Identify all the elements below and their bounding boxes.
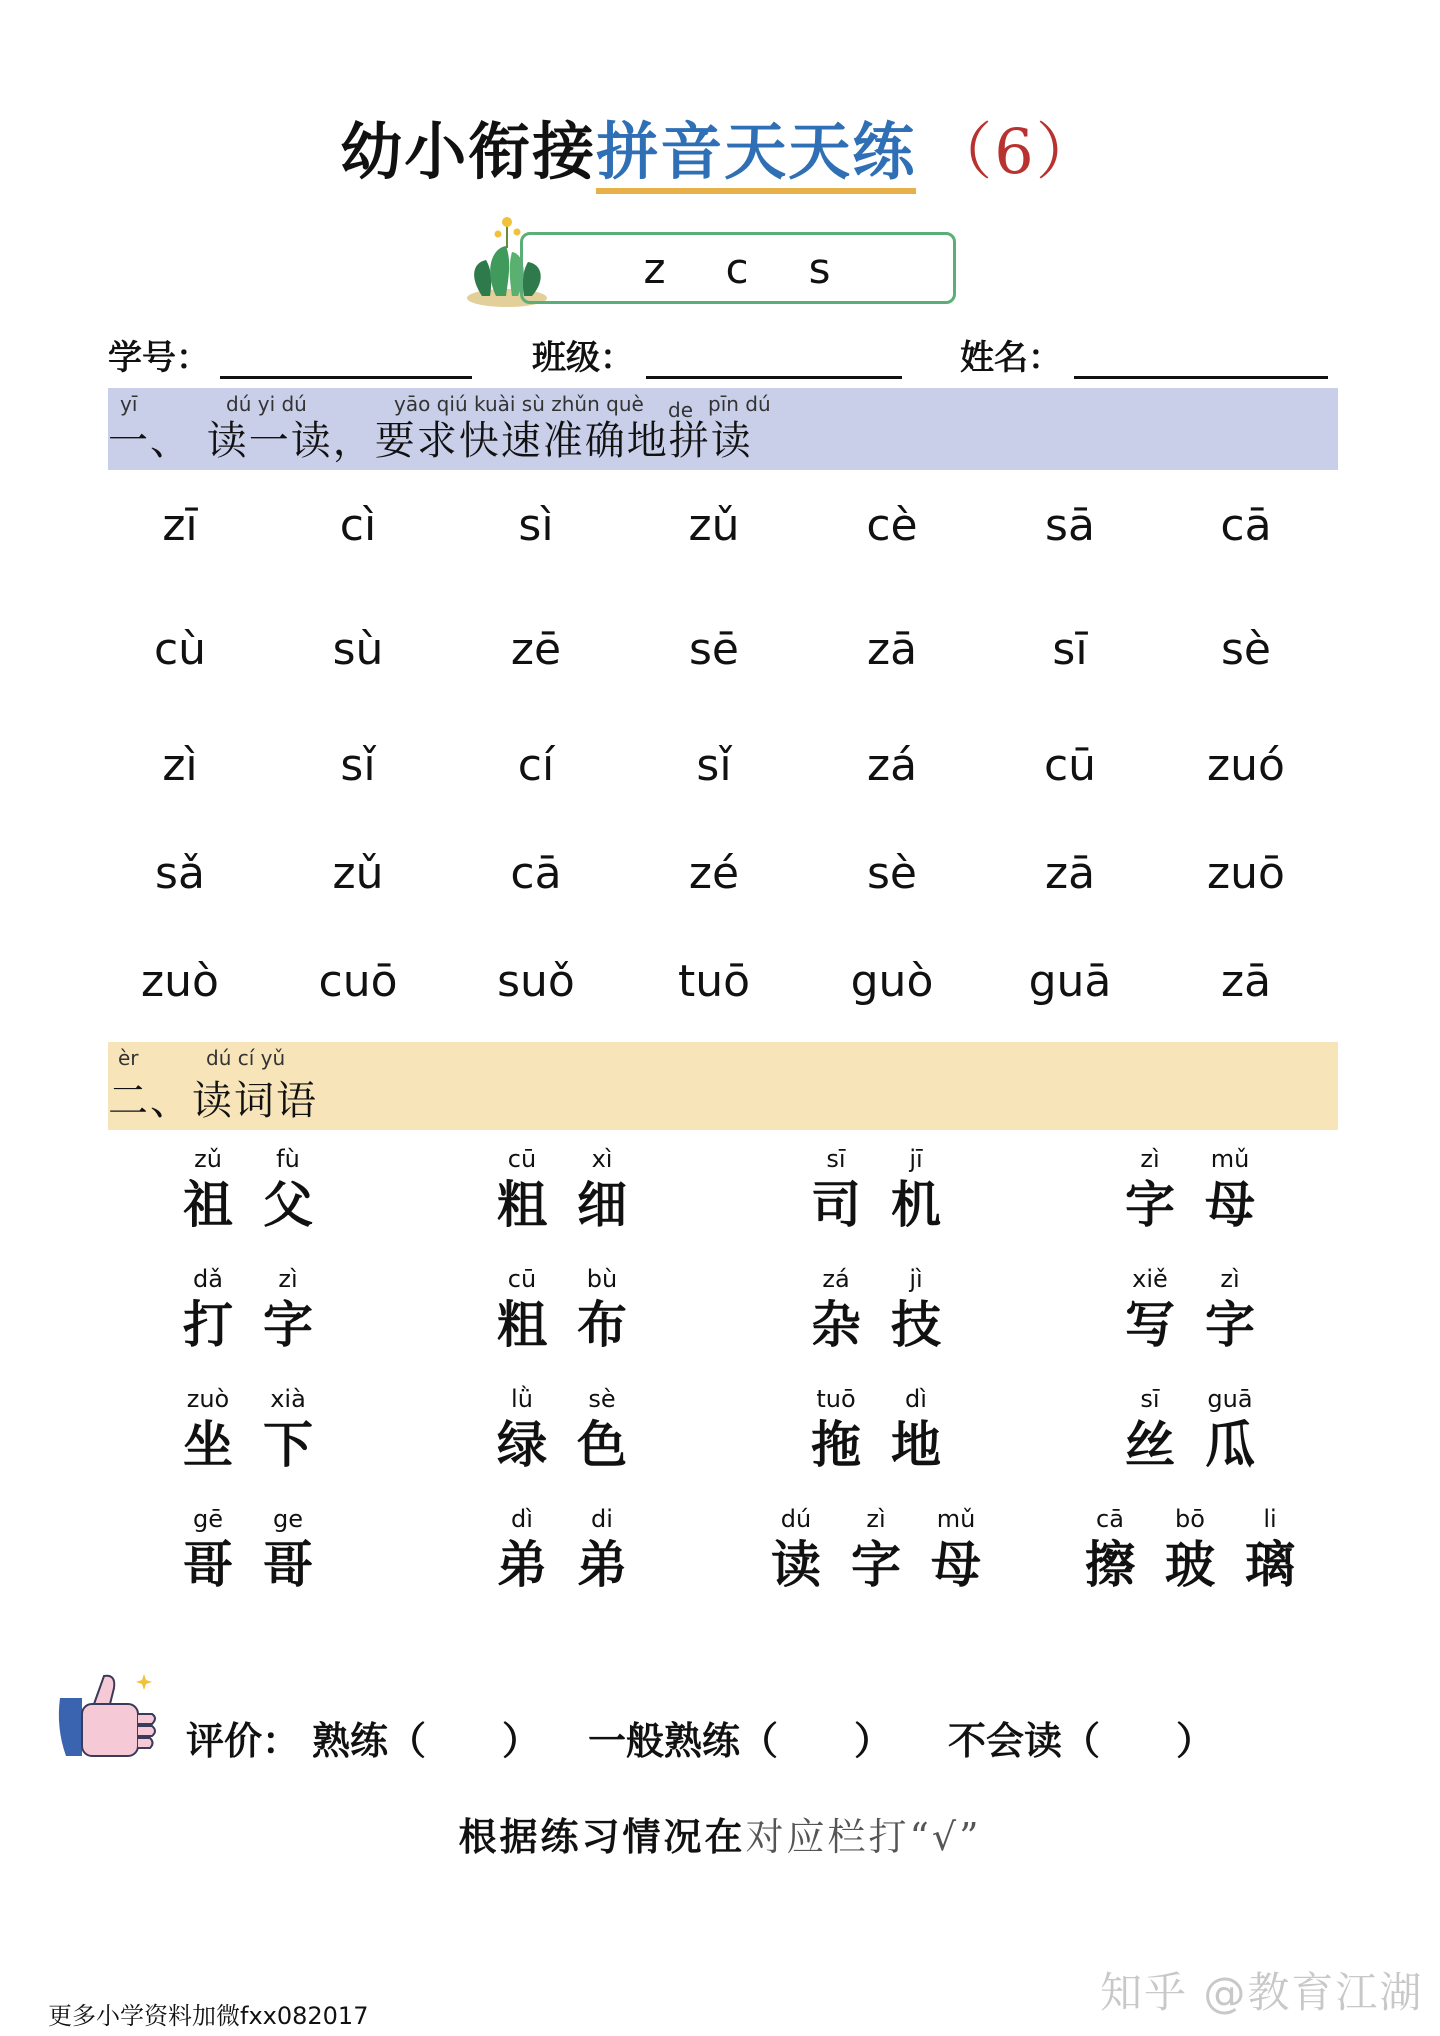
word-character: [253, 1264, 323, 1356]
pinyin-syllable: zǔ: [688, 500, 740, 551]
pinyin-syllable: cā: [510, 848, 562, 899]
word-character: [253, 1504, 323, 1596]
character-pinyin: zǔ: [194, 1145, 222, 1173]
class-label: 班级：: [532, 338, 634, 378]
student-info-row: [108, 330, 1328, 380]
word-character: [567, 1264, 637, 1356]
pinyin-syllable: sù: [332, 624, 384, 675]
word-character: [1115, 1264, 1185, 1356]
student-id-label: 学号：: [108, 338, 210, 378]
character-pinyin: dǎ: [193, 1265, 223, 1293]
character-hanzi: 弟: [577, 1535, 627, 1594]
character-hanzi: 哥: [263, 1535, 313, 1594]
pinyin-syllable: guò: [850, 956, 934, 1007]
pinyin-syllable: sǎ: [155, 848, 205, 899]
eval-option-proficient[interactable]: 熟练（ ）: [312, 1718, 541, 1763]
word-character: [801, 1384, 871, 1476]
section2-heading: 二、读词语: [108, 1078, 318, 1124]
word-character: [841, 1504, 911, 1596]
pinyin-syllable: zǔ: [332, 848, 384, 899]
character-pinyin: zì: [866, 1505, 886, 1533]
class-field[interactable]: [646, 376, 902, 379]
character-pinyin: dì: [905, 1385, 927, 1413]
pinyin-syllable: sā: [1045, 500, 1095, 551]
instruction-part2: 对应栏打“√”: [745, 1815, 982, 1859]
word-character: [173, 1504, 243, 1596]
word-character: [881, 1144, 951, 1236]
character-hanzi: 父: [263, 1175, 313, 1234]
character-pinyin: ge: [273, 1505, 303, 1533]
word-character: [1195, 1264, 1265, 1356]
pinyin-syllable: cù: [153, 624, 207, 675]
word-character: [487, 1264, 557, 1356]
character-pinyin: zì: [1220, 1265, 1240, 1293]
pinyin-syllable: zā: [1044, 848, 1096, 899]
character-hanzi: 拖: [811, 1415, 861, 1474]
word-character: [1075, 1504, 1145, 1596]
character-hanzi: 粗: [497, 1175, 547, 1234]
section2-pinyin: dú cí yǔ: [206, 1046, 286, 1070]
pinyin-syllable: zuò: [141, 956, 219, 1007]
character-hanzi: 坐: [183, 1415, 233, 1474]
evaluation-label: 评价：: [186, 1718, 301, 1763]
pinyin-syllable: zē: [510, 624, 562, 675]
pinyin-syllable: zī: [162, 500, 198, 551]
character-pinyin: xì: [591, 1145, 613, 1173]
pinyin-row: [108, 956, 1338, 1016]
character-hanzi: 打: [183, 1295, 233, 1354]
character-hanzi: 色: [577, 1415, 627, 1474]
section2-banner: [108, 1042, 1338, 1130]
pinyin-syllable: cā: [1220, 500, 1272, 551]
character-pinyin: di: [591, 1505, 613, 1533]
word-character: [487, 1504, 557, 1596]
character-pinyin: mǔ: [1210, 1145, 1250, 1173]
character-pinyin: jì: [909, 1265, 923, 1293]
character-hanzi: 璃: [1245, 1535, 1295, 1594]
pinyin-syllable: zé: [688, 848, 740, 899]
character-pinyin: mǔ: [936, 1505, 976, 1533]
word-character: [1155, 1504, 1225, 1596]
pinyin-syllable: sì: [518, 500, 554, 551]
pinyin-syllable: sǐ: [696, 740, 732, 791]
character-pinyin: xiě: [1132, 1265, 1168, 1293]
section2-pinyin: èr: [118, 1046, 139, 1070]
eval-option-average[interactable]: 一般熟练（ ）: [588, 1718, 893, 1763]
word-character: [487, 1384, 557, 1476]
character-pinyin: fù: [276, 1145, 300, 1173]
character-pinyin: lǜ: [511, 1385, 533, 1413]
character-hanzi: 字: [851, 1535, 901, 1594]
character-hanzi: 弟: [497, 1535, 547, 1594]
pinyin-syllable: zá: [866, 740, 918, 791]
pinyin-syllable: zì: [162, 740, 198, 791]
word-character: [253, 1384, 323, 1476]
word-character: [173, 1144, 243, 1236]
character-hanzi: 字: [263, 1295, 313, 1354]
word-character: [173, 1384, 243, 1476]
character-hanzi: 布: [577, 1295, 627, 1354]
character-hanzi: 母: [1205, 1175, 1255, 1234]
section1-pinyin: yāo qiú kuài sù zhǔn què: [394, 392, 644, 416]
word-character: [1235, 1504, 1305, 1596]
pinyin-syllable: zuó: [1207, 740, 1285, 791]
character-pinyin: dì: [511, 1505, 533, 1533]
pinyin-syllable: cì: [339, 500, 377, 551]
character-hanzi: 粗: [497, 1295, 547, 1354]
pinyin-syllable: sè: [867, 848, 917, 899]
character-hanzi: 瓜: [1205, 1415, 1255, 1474]
eval-option-cannot-read[interactable]: 不会读（ ）: [948, 1718, 1215, 1763]
word-character: [1115, 1384, 1185, 1476]
word-character: [567, 1504, 637, 1596]
character-pinyin: bù: [586, 1265, 618, 1293]
character-hanzi: 司: [811, 1175, 861, 1234]
character-hanzi: 擦: [1085, 1535, 1135, 1594]
section1-banner: [108, 388, 1338, 470]
word-character: [761, 1504, 831, 1596]
word-character: [487, 1144, 557, 1236]
character-hanzi: 机: [891, 1175, 941, 1234]
character-pinyin: tuō: [816, 1385, 856, 1413]
pinyin-syllable: suǒ: [497, 956, 575, 1007]
pinyin-syllable: cí: [517, 740, 555, 791]
pinyin-syllable: sǐ: [340, 740, 376, 791]
word-character: [253, 1144, 323, 1236]
footer-text: 更多小学资料加微fxx082017: [48, 2002, 369, 2030]
character-pinyin: sī: [1140, 1385, 1160, 1413]
pinyin-syllable: cè: [866, 500, 918, 551]
word-character: [1115, 1144, 1185, 1236]
character-pinyin: sī: [826, 1145, 846, 1173]
character-hanzi: 读: [771, 1535, 821, 1594]
pinyin-syllable: zā: [1220, 956, 1272, 1007]
character-pinyin: zuò: [186, 1385, 230, 1413]
character-hanzi: 字: [1125, 1175, 1175, 1234]
pinyin-row: [108, 500, 1338, 560]
section1-pinyin: dú yi dú: [226, 392, 307, 416]
character-hanzi: 祖: [183, 1175, 233, 1234]
character-hanzi: 下: [263, 1415, 313, 1474]
word-character: [881, 1384, 951, 1476]
section1-pinyin: yī: [120, 392, 138, 416]
character-pinyin: zì: [1140, 1145, 1160, 1173]
name-field[interactable]: [1074, 376, 1328, 379]
pinyin-row: [108, 740, 1338, 800]
instruction-part1: 根据练习情况在: [458, 1814, 746, 1859]
character-pinyin: jī: [909, 1145, 923, 1173]
word-character: [921, 1504, 991, 1596]
pinyin-syllable: cuō: [318, 956, 398, 1007]
page-title: [0, 112, 1440, 192]
character-hanzi: 字: [1205, 1295, 1255, 1354]
character-pinyin: guā: [1207, 1385, 1253, 1413]
character-pinyin: zá: [822, 1265, 850, 1293]
character-pinyin: cā: [1096, 1505, 1124, 1533]
pinyin-syllable: tuō: [677, 956, 751, 1007]
character-pinyin: sè: [588, 1385, 616, 1413]
section1-pinyin: pīn dú: [708, 392, 771, 416]
character-pinyin: bō: [1175, 1505, 1205, 1533]
character-pinyin: xià: [270, 1385, 306, 1413]
section1-pinyin: de: [668, 398, 693, 422]
title-part2: 拼音天天练: [596, 115, 916, 194]
word-character: [1195, 1384, 1265, 1476]
pinyin-syllable: zuō: [1207, 848, 1285, 899]
name-label: 姓名：: [960, 338, 1062, 378]
pinyin-syllable: zā: [866, 624, 918, 675]
character-pinyin: li: [1263, 1505, 1277, 1533]
word-character: [801, 1144, 871, 1236]
character-hanzi: 丝: [1125, 1415, 1175, 1474]
pinyin-syllable: sè: [1221, 624, 1271, 675]
title-number: （6）: [930, 115, 1100, 188]
letter-z: z: [643, 243, 668, 293]
character-pinyin: zì: [278, 1265, 298, 1293]
title-part1: 幼小衔接: [340, 115, 597, 188]
character-hanzi: 玻: [1165, 1535, 1215, 1594]
character-hanzi: 杂: [811, 1295, 861, 1354]
letter-c: c: [725, 243, 751, 293]
pinyin-syllable: cū: [1043, 740, 1097, 791]
word-character: [1195, 1144, 1265, 1236]
word-character: [801, 1264, 871, 1356]
word-character: [881, 1264, 951, 1356]
instruction-text: [0, 1806, 1440, 1861]
thumbs-up-icon: [52, 1668, 162, 1768]
character-hanzi: 技: [891, 1295, 941, 1354]
section1-heading: 一、 读一读，要求快速准确地拼读: [108, 418, 753, 464]
pinyin-row: [108, 848, 1338, 908]
word-character: [567, 1144, 637, 1236]
letter-s: s: [808, 243, 833, 293]
character-pinyin: gē: [193, 1505, 223, 1533]
character-hanzi: 细: [577, 1175, 627, 1234]
letters-box: [520, 232, 956, 304]
character-pinyin: cū: [507, 1145, 537, 1173]
word-character: [567, 1384, 637, 1476]
character-hanzi: 绿: [497, 1415, 547, 1474]
pinyin-row: [108, 624, 1338, 684]
pinyin-syllable: guā: [1028, 956, 1112, 1007]
character-hanzi: 写: [1125, 1295, 1175, 1354]
character-hanzi: 地: [891, 1415, 941, 1474]
character-pinyin: cū: [507, 1265, 537, 1293]
watermark: 知乎 @教育江湖: [1100, 1968, 1424, 2017]
word-character: [173, 1264, 243, 1356]
character-pinyin: dú: [780, 1505, 812, 1533]
pinyin-syllable: sē: [689, 624, 739, 675]
student-id-field[interactable]: [220, 376, 472, 379]
pinyin-syllable: sī: [1052, 624, 1088, 675]
character-hanzi: 哥: [183, 1535, 233, 1594]
character-hanzi: 母: [931, 1535, 981, 1594]
